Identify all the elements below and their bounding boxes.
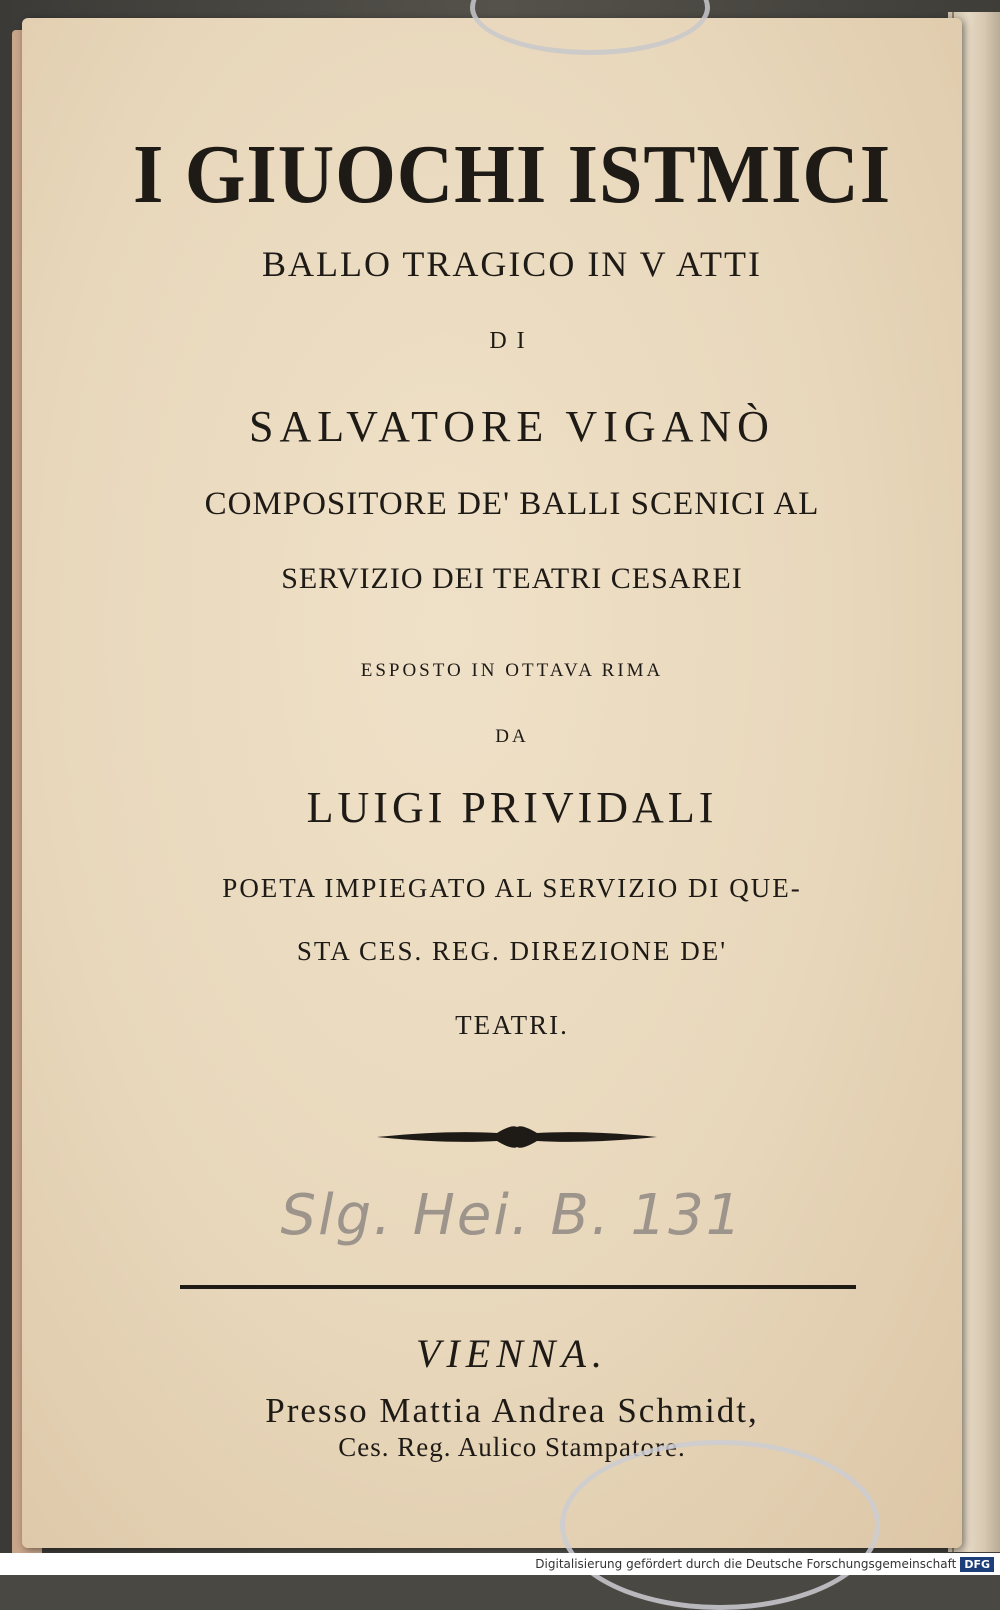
title-page xyxy=(22,18,962,1548)
by-label: DI xyxy=(489,328,535,354)
author-name: SALVATORE VIGANÒ xyxy=(249,402,775,451)
shelfmark-stamp: Slg. Hei. B. 131 xyxy=(280,1183,744,1248)
translator-role-line-2: STA CES. REG. DIREZIONE DE' xyxy=(296,936,728,966)
book-weight-bottom xyxy=(560,1440,880,1610)
book-title: I GIUOCHI ISTMICI xyxy=(132,128,892,221)
translator-role-line-1: POETA IMPIEGATO AL SERVIZIO DI QUE- xyxy=(222,873,802,903)
imprint-city: VIENNA. xyxy=(416,1331,608,1376)
footer-credit xyxy=(0,1553,1000,1575)
translator-role-line-3: TEATRI. xyxy=(455,1010,569,1040)
imprint-printer-title: Ces. Reg. Aulico Stampatore. xyxy=(338,1432,686,1462)
author-role-line-1: COMPOSITORE DE' BALLI SCENICI AL xyxy=(204,486,820,522)
author-role-line-2: SERVIZIO DEI TEATRI CESAREI xyxy=(281,562,743,595)
imprint-printer: Presso Mattia Andrea Schmidt, xyxy=(265,1391,759,1430)
horizontal-rule xyxy=(180,1285,856,1289)
exposition-note: ESPOSTO IN OTTAVA RIMA xyxy=(360,660,664,681)
translator-by-label: DA xyxy=(495,726,529,747)
ornament-divider xyxy=(377,1124,657,1150)
book-subtitle: BALLO TRAGICO IN V ATTI xyxy=(261,244,762,284)
translator-name: LUIGI PRIVIDALI xyxy=(306,783,718,832)
dfg-logo: DFG xyxy=(960,1557,994,1572)
footer-text: Digitalisierung gefördert durch die Deutsche Forschungsgemeinschaft xyxy=(535,1557,957,1571)
